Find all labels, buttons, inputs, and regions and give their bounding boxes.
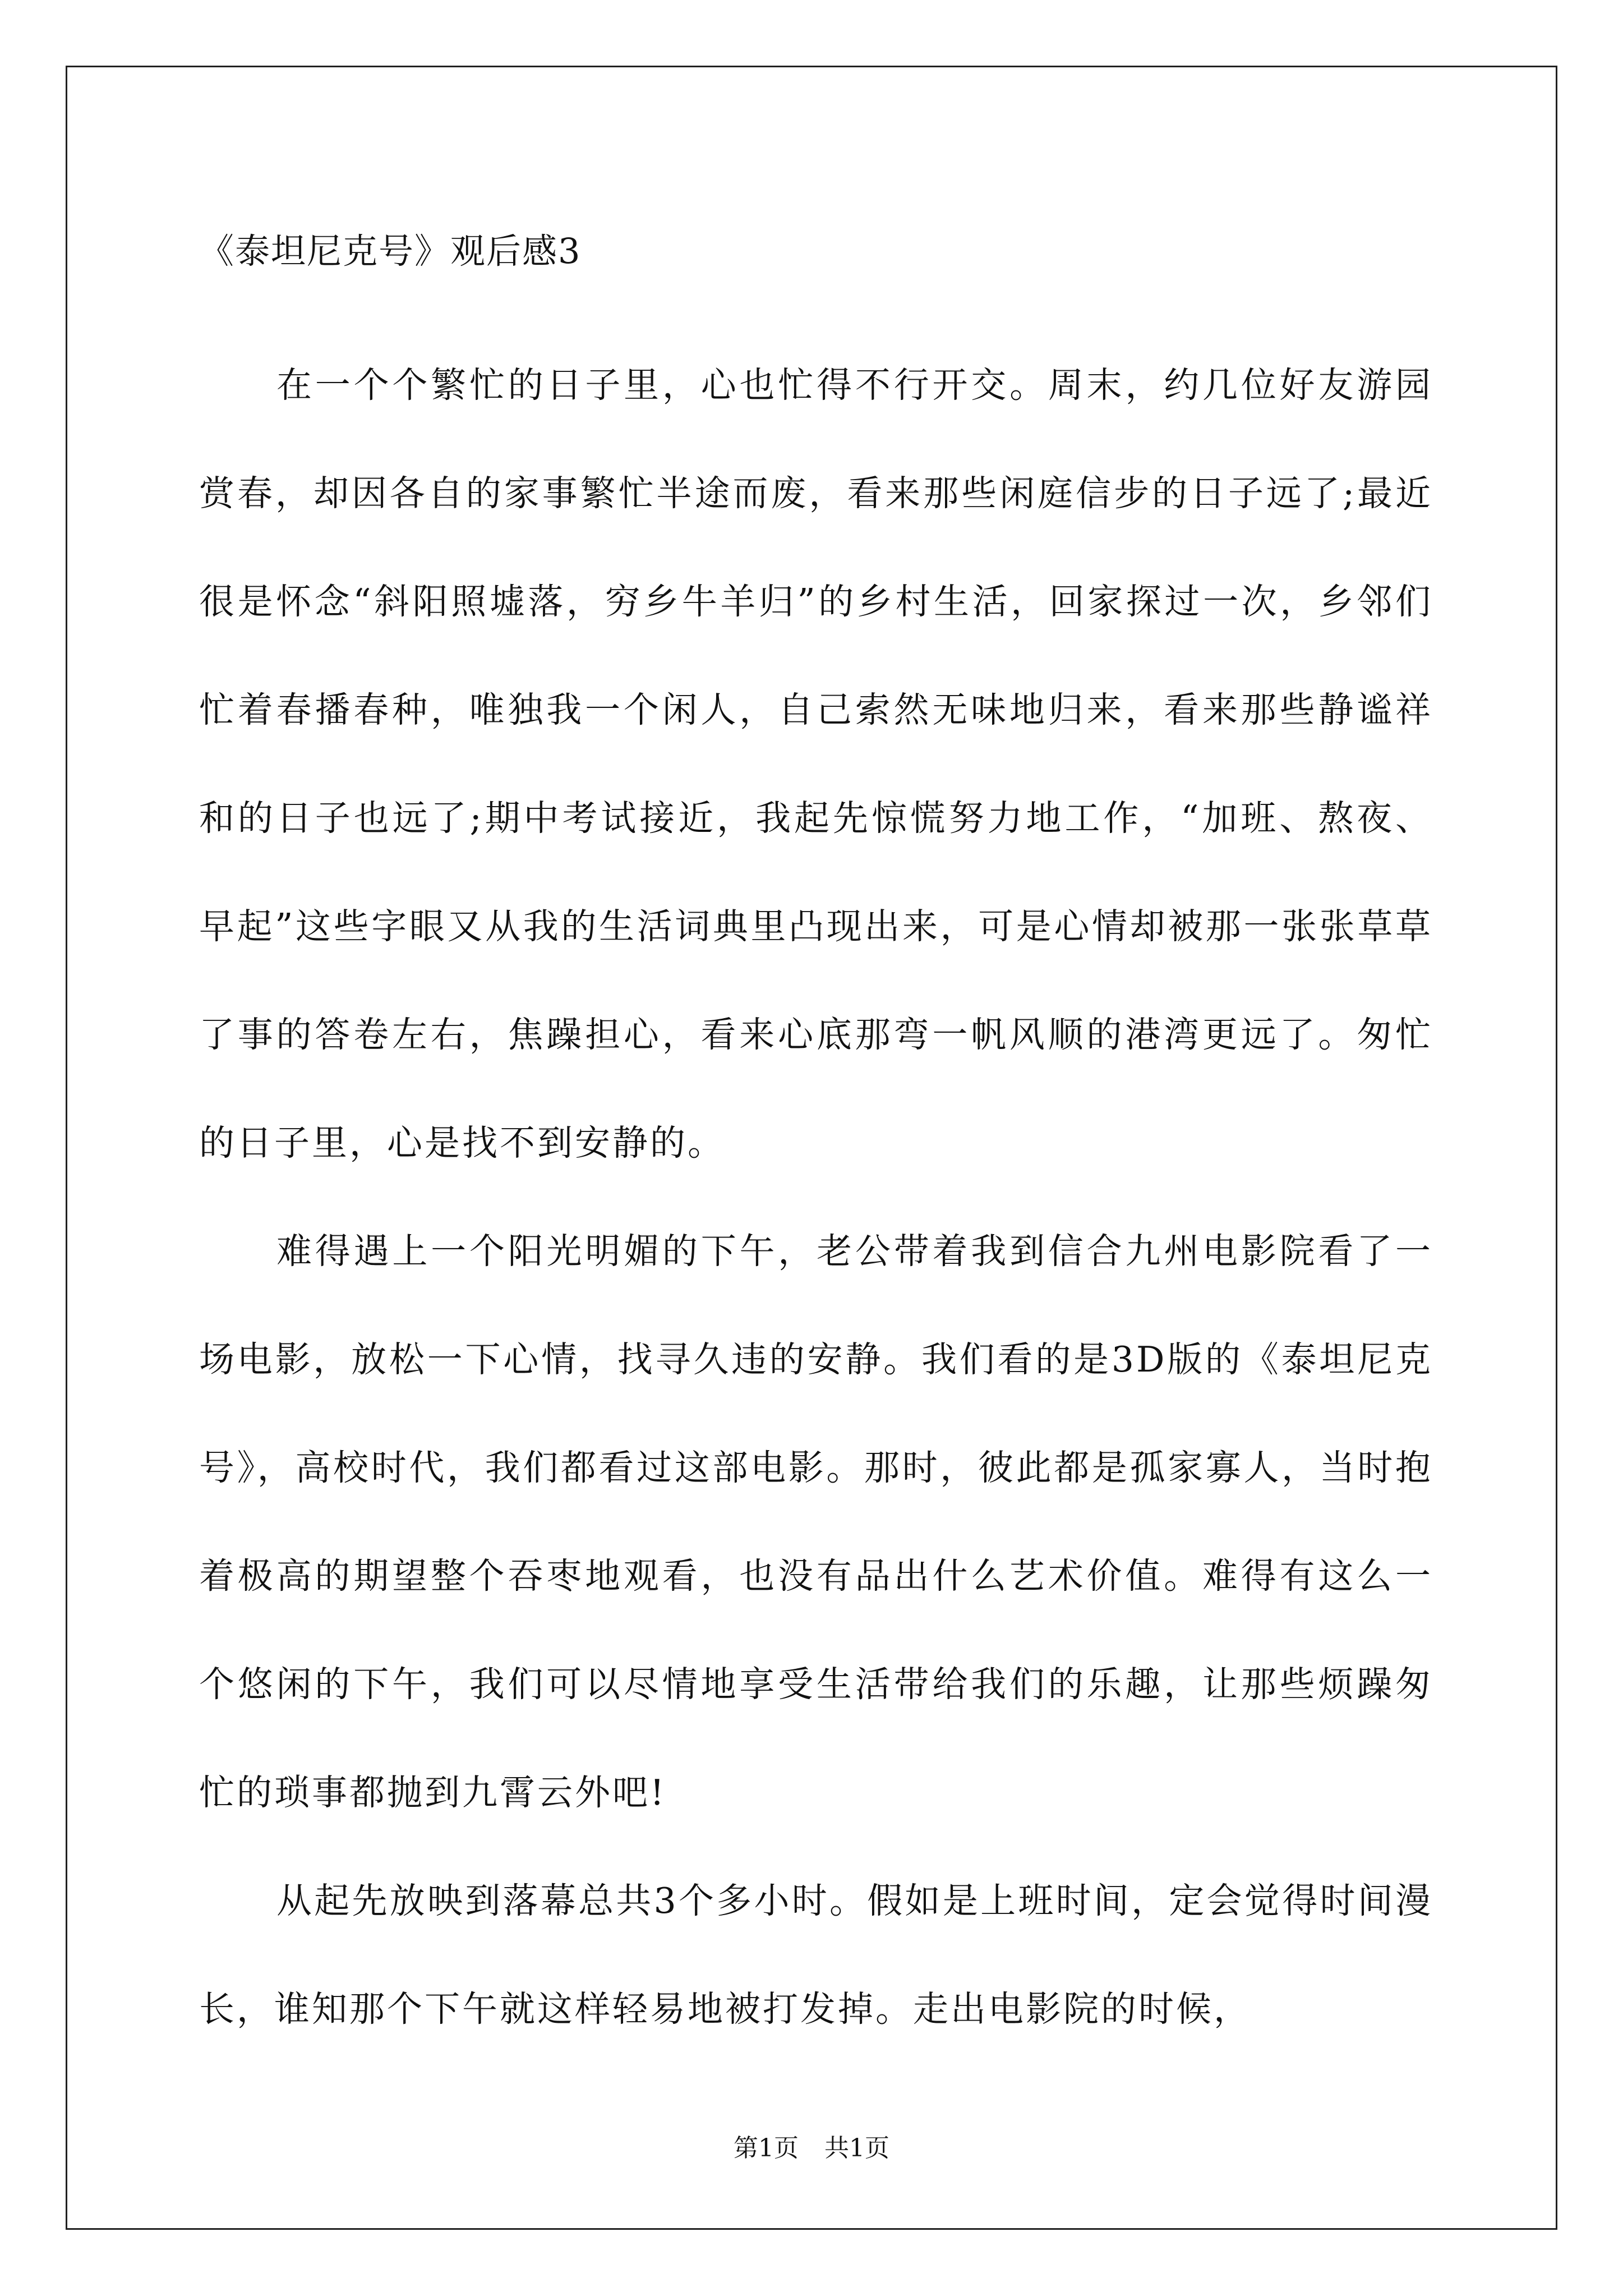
document-body	[199, 218, 1433, 2063]
page-number: 第1页	[734, 2134, 799, 2162]
page-total: 共1页	[824, 2134, 889, 2162]
paragraph-3: 从起先放映到落幕总共3个多小时。假如是上班时间，定会觉得时间漫长，谁知那个下午就这样轻易地被打发掉。走出电影院的时候，	[199, 1880, 1433, 2030]
paragraph-2: 难得遇上一个阳光明媚的下午，老公带着我到信合九州电影院看了一场电影，放松一下心情，找寻久违的安静。我们看的是3D版的《泰坦尼克号》，高校时代，我们都看过这部电影。那时，彼此都是孤家寡人，当时抱着极高的期望整个吞枣地观看，也没有品出什么艺术价值。难得有这么一个悠闲的下午，我们可以尽情地享受生活带给我们的乐趣，让那些烦躁匆忙的琐事都抛到九霄云外吧!	[199, 1231, 1433, 1813]
page-footer	[0, 2132, 1623, 2165]
paragraph-1: 在一个个繁忙的日子里，心也忙得不行开交。周末，约几位好友游园赏春，却因各自的家事繁忙半途而废，看来那些闲庭信步的日子远了;最近很是怀念“斜阳照墟落，穷乡牛羊归”的乡村生活，回家探过一次，乡邻们忙着春播春种，唯独我一个闲人，自己索然无味地归来，看来那些静谧祥和的日子也远了;期中考试接近，我起先惊慌努力地工作，“加班、熬夜、早起”这些字眼又从我的生活词典里凸现出来，可是心情却被那一张张草草了事的答卷左右，焦躁担心，看来心底那弯一帆风顺的港湾更远了。匆忙的日子里，心是找不到安静的。	[199, 365, 1433, 1163]
document-title: 《泰坦尼克号》观后感3	[199, 231, 582, 272]
